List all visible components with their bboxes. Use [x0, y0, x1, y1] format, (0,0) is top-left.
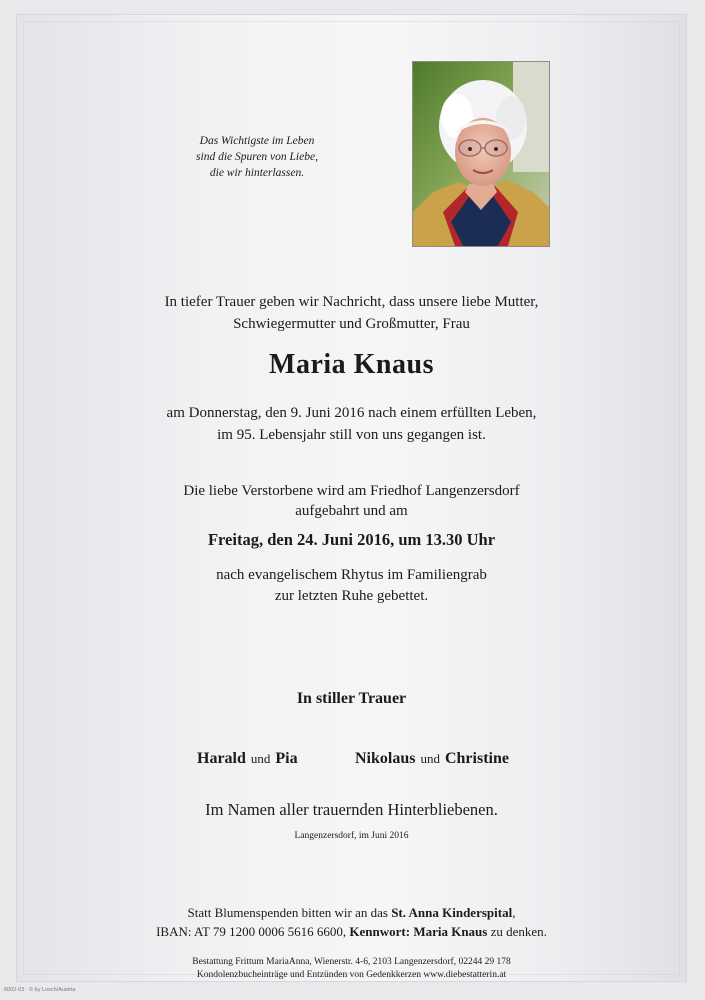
- lying-line-2: aufgebahrt und am: [295, 503, 408, 519]
- lying-in-state: [17, 481, 686, 521]
- burial-notice: [17, 565, 686, 607]
- mourning-heading: In stiller Trauer: [296, 690, 407, 707]
- death-notice: [17, 402, 686, 446]
- donation-keyword: Kennwort: Maria Knaus: [349, 924, 488, 939]
- funeral-home-line-1: Bestattung Frittum MariaAnna, Wienerstr. 4-6, 2103 Langenzersdorf, 02244 29 178: [192, 957, 511, 967]
- quote-line-1: Das Wichtigste im Leben: [199, 135, 315, 147]
- place-date: Langenzersdorf, im Juni 2016: [294, 831, 409, 841]
- funeral-date: Freitag, den 24. Juni 2016, um 13.30 Uhr: [207, 530, 496, 549]
- portrait-photo: [412, 61, 550, 247]
- intro-line-1: In tiefer Trauer geben wir Nachricht, dass unsere liebe Mutter,: [164, 294, 539, 310]
- quote-line-3: die wir hinterlassen.: [209, 167, 305, 179]
- print-code: 6002-03 · © by Losch/Austria: [4, 987, 76, 993]
- family-connector: und: [250, 751, 271, 766]
- burial-line-2: zur letzten Ruhe gebettet.: [274, 588, 429, 604]
- funeral-home-line-2: Kondolenzbucheinträge und Entzünden von Gedenkkerzen www.diebestatterin.at: [196, 970, 507, 980]
- family-member: Nikolaus: [355, 750, 416, 767]
- obituary-card: [16, 14, 687, 982]
- quote-line-2: sind die Spuren von Liebe,: [196, 151, 318, 163]
- intro-line-2: Schwiegermutter und Großmutter, Frau: [233, 316, 470, 332]
- family-group-2: [355, 750, 509, 768]
- donation-text: Statt Blumenspenden bitten wir an das: [187, 905, 392, 920]
- death-line-2: im 95. Lebensjahr still von uns gegangen ist.: [217, 427, 486, 443]
- donation-punct: ,: [512, 905, 516, 920]
- donation-line-1: [17, 903, 686, 922]
- donation-iban: IBAN: AT 79 1200 0006 5616 6600,: [156, 924, 350, 939]
- donation-recipient: St. Anna Kinderspital: [391, 905, 513, 920]
- family-connector: und: [420, 751, 440, 766]
- family-member: Harald: [197, 750, 246, 767]
- family-member: Christine: [444, 750, 509, 767]
- funeral-home-info: [17, 956, 686, 982]
- donation-line-2: [17, 922, 686, 941]
- announcement-intro: [17, 291, 686, 335]
- family-group-1: [197, 750, 298, 768]
- all-mourners: Im Namen aller trauernden Hinterbliebenen.: [205, 800, 498, 819]
- death-line-1: am Donnerstag, den 9. Juni 2016 nach einem erfüllten Leben,: [166, 405, 537, 421]
- donation-end: zu denken.: [487, 924, 547, 939]
- quote: [157, 133, 357, 181]
- burial-line-1: nach evangelischem Rhytus im Familiengrab: [216, 567, 487, 583]
- donation-request: [17, 903, 686, 941]
- family-member: Pia: [275, 750, 298, 767]
- lying-line-1: Die liebe Verstorbene wird am Friedhof Langenzersdorf: [183, 483, 520, 499]
- deceased-name: Maria Knaus: [269, 349, 434, 380]
